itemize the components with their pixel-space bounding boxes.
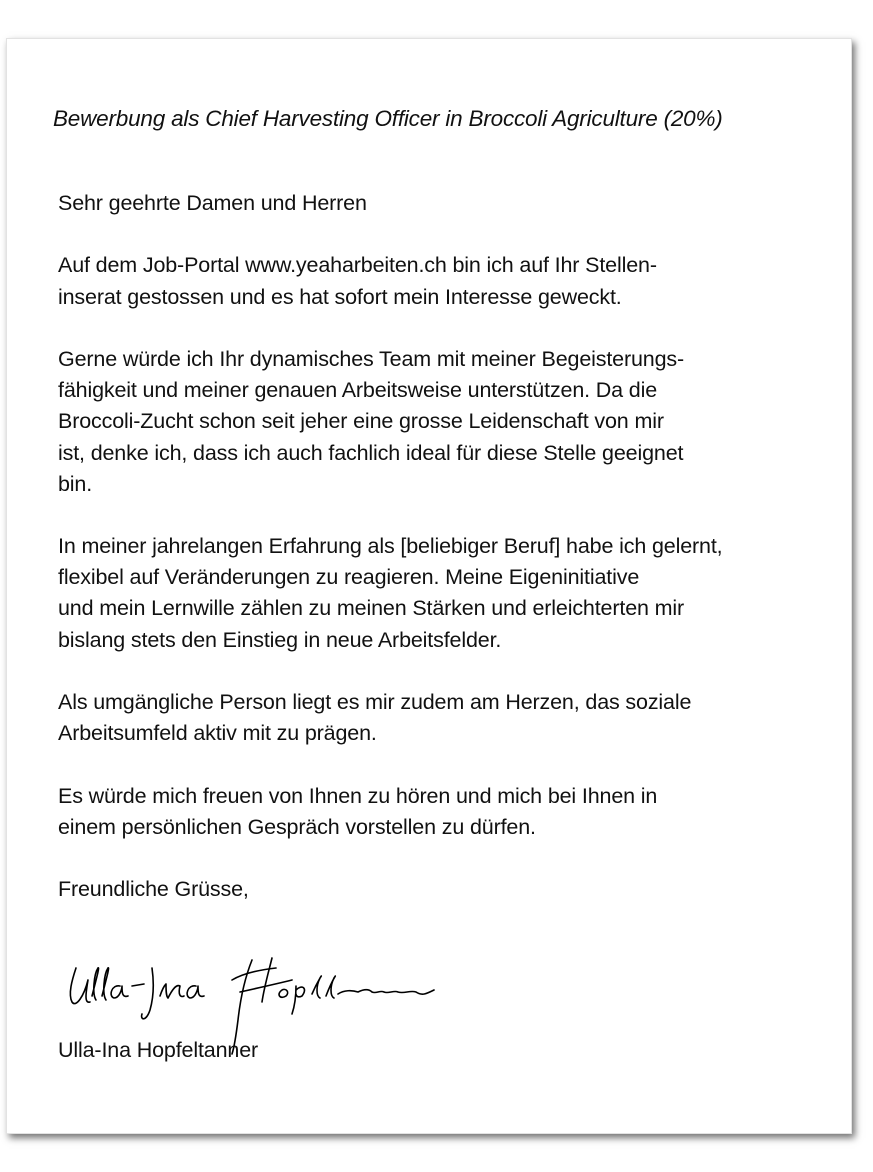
paragraph-line: ist, denke ich, dass ich auch fachlich ideal für diese Stelle geeignet [58, 440, 684, 465]
paragraph-gap [58, 749, 848, 780]
paragraph-line: Es würde mich freuen von Ihnen zu hören und mich bei Ihnen in [58, 783, 658, 808]
paragraph-line: Broccoli-Zucht schon seit jeher eine grosse Leidenschaft von mir [58, 409, 664, 434]
paragraph-line: In meiner jahrelangen Erfahrung als [beliebiger Beruf] habe ich gelernt, [58, 534, 723, 559]
paragraph-gap [58, 500, 848, 531]
paragraph-gap [58, 843, 848, 874]
paragraph-4 [58, 687, 848, 749]
paragraph-gap [58, 656, 848, 687]
paragraph-line: inserat gestossen und es hat sofort mein Interesse geweckt. [58, 284, 622, 309]
closing: Freundliche Grüsse, [58, 877, 249, 902]
paragraph-3 [58, 531, 848, 656]
paragraph-line: bin. [58, 471, 93, 496]
paragraph-line: und mein Lernwille zählen zu meinen Stärken und erleichterten mir [58, 596, 685, 621]
paragraph-line: Auf dem Job-Portal www.yeaharbeiten.ch bin ich auf Ihr Stellen- [58, 253, 657, 278]
paragraph-1 [58, 250, 848, 312]
paragraph-line: bislang stets den Einstieg in neue Arbeitsfelder. [58, 627, 502, 652]
paragraph-2 [58, 344, 848, 500]
letter-body [58, 188, 848, 905]
salutation: Sehr geehrte Damen und Herren [58, 191, 367, 215]
paragraph-line: flexibel auf Veränderungen zu reagieren. Meine Eigeninitiative [58, 565, 640, 590]
paragraph-gap [58, 219, 848, 250]
paragraph-line: einem persönlichen Gespräch vorstellen zu dürfen. [58, 814, 536, 839]
paragraph-gap [58, 313, 848, 344]
paragraph-line: Gerne würde ich Ihr dynamisches Team mit meiner Begeisterungs- [58, 346, 685, 371]
paragraph-5 [58, 781, 848, 843]
paragraph-line: Als umgängliche Person liegt es mir zudem am Herzen, das soziale [58, 690, 692, 714]
signer-name: Ulla-Ina Hopfeltanner [58, 1038, 259, 1062]
paragraph-line: Arbeitsumfeld aktiv mit zu prägen. [58, 721, 377, 746]
letter-subject: Bewerbung als Chief Harvesting Officer in Broccoli Agriculture (20%) [53, 106, 723, 131]
paragraph-line: fähigkeit und meiner genauen Arbeitsweise unterstützen. Da die [58, 378, 658, 403]
